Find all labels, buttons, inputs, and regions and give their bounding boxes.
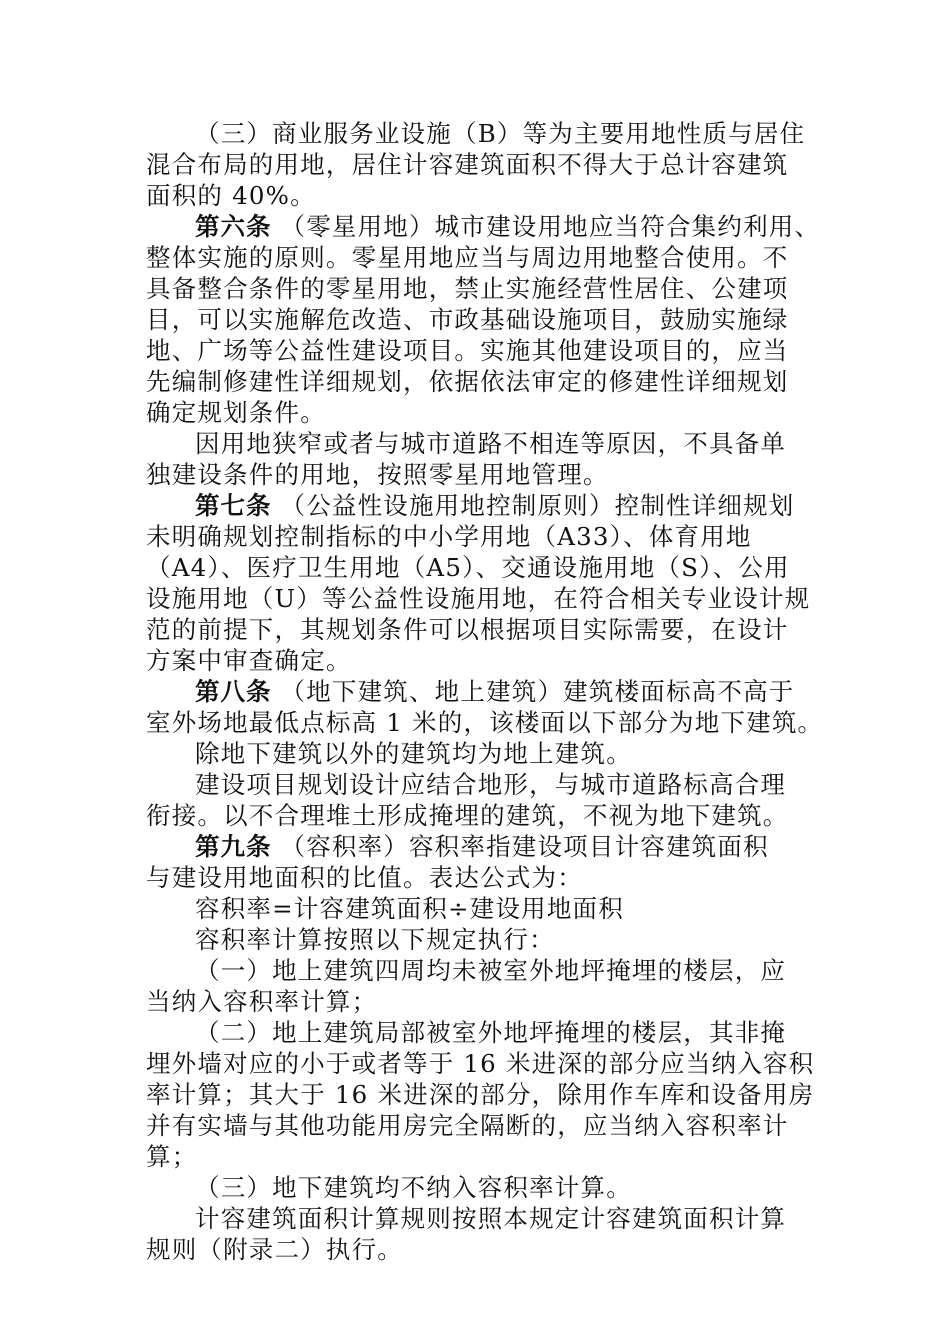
text-line xyxy=(146,273,816,304)
line-text: （一）地上建筑四周均未被室外地坪掩埋的楼层，应 xyxy=(195,956,787,985)
line-text: 地、广场等公益性建设项目。实施其他建设项目的，应当 xyxy=(146,336,789,365)
line-text: 与建设用地面积的比值。表达公式为： xyxy=(146,863,583,892)
line-text: 独建设条件的用地，按照零星用地管理。 xyxy=(146,460,609,489)
line-text: 容积率=计容建筑面积÷建设用地面积 xyxy=(195,894,624,923)
article-heading: 第九条 xyxy=(195,832,272,861)
line-text: 埋外墙对应的小于或者等于 16 米进深的部分应当纳入容积 xyxy=(146,1049,815,1078)
line-text: （A4）、医疗卫生用地（A5）、交通设施用地（S）、公用 xyxy=(146,553,790,582)
text-line xyxy=(146,459,816,490)
line-text: 并有实墙与其他功能用房完全隔断的，应当纳入容积率计 xyxy=(146,1111,789,1140)
text-line xyxy=(146,1141,816,1172)
line-text: 整体实施的原则。零星用地应当与周边用地整合使用。不 xyxy=(146,243,789,272)
line-text: 因用地狭窄或者与城市道路不相连等原因，不具备单 xyxy=(195,429,787,458)
line-text: （零星用地）城市建设用地应当符合集约利用、 xyxy=(271,212,821,241)
line-text: 先编制修建性详细规划，依据依法审定的修建性详细规划 xyxy=(146,367,789,396)
text-line xyxy=(146,645,816,676)
text-line xyxy=(146,1110,816,1141)
text-line xyxy=(146,738,816,769)
text-line xyxy=(146,521,816,552)
line-text: 衔接。以不合理堆土形成掩埋的建筑，不视为地下建筑。 xyxy=(146,801,789,830)
text-line xyxy=(146,676,816,707)
text-line xyxy=(146,1048,816,1079)
text-line xyxy=(146,924,816,955)
text-line xyxy=(146,490,816,521)
text-line xyxy=(146,707,824,738)
document-body xyxy=(146,118,824,1265)
line-text: 混合布局的用地，居住计容建筑面积不得大于总计容建筑 xyxy=(146,150,789,179)
text-line xyxy=(146,149,816,180)
line-text: 设施用地（U）等公益性设施用地，在符合相关专业设计规 xyxy=(146,584,811,613)
text-line xyxy=(146,552,816,583)
line-text: 率计算；其大于 16 米进深的部分，除用作车库和设备用房 xyxy=(146,1080,815,1109)
text-line xyxy=(146,304,816,335)
text-line xyxy=(146,1172,816,1203)
text-line xyxy=(146,397,816,428)
text-line xyxy=(146,1079,816,1110)
text-line xyxy=(146,862,816,893)
line-text: 具备整合条件的零星用地，禁止实施经营性居住、公建项 xyxy=(146,274,789,303)
article-heading: 第七条 xyxy=(195,491,272,520)
text-line xyxy=(146,335,816,366)
line-text: 规则（附录二）执行。 xyxy=(146,1235,403,1264)
article-heading: 第六条 xyxy=(195,212,272,241)
line-text: 室外场地最低点标高 1 米的，该楼面以下部分为地下建筑。 xyxy=(146,708,824,737)
line-text: 当纳入容积率计算； xyxy=(146,987,378,1016)
line-text: （公益性设施用地控制原则）控制性详细规划 xyxy=(271,491,795,520)
text-line xyxy=(146,769,816,800)
text-line xyxy=(146,583,816,614)
line-text: 容积率计算按照以下规定执行： xyxy=(195,925,555,954)
text-line xyxy=(146,955,816,986)
line-text: （地下建筑、地上建筑）建筑楼面标高不高于 xyxy=(271,677,795,706)
line-text: （三）地下建筑均不纳入容积率计算。 xyxy=(195,1173,632,1202)
text-line xyxy=(146,1203,816,1234)
text-line xyxy=(146,614,816,645)
text-line xyxy=(146,800,816,831)
line-text: 目，可以实施解危改造、市政基础设施项目，鼓励实施绿 xyxy=(146,305,789,334)
line-text: 除地下建筑以外的建筑均为地上建筑。 xyxy=(195,739,632,768)
text-line xyxy=(146,366,816,397)
line-text: （三）商业服务业设施（B）等为主要用地性质与居住 xyxy=(195,119,806,148)
line-text: 确定规划条件。 xyxy=(146,398,326,427)
line-text: 计容建筑面积计算规则按照本规定计容建筑面积计算 xyxy=(195,1204,787,1233)
line-text: （容积率）容积率指建设项目计容建筑面积 xyxy=(271,832,769,861)
text-line xyxy=(146,428,816,459)
article-heading: 第八条 xyxy=(195,677,272,706)
line-text: （二）地上建筑局部被室外地坪掩埋的楼层，其非掩 xyxy=(195,1018,787,1047)
line-text: 面积的 40%。 xyxy=(146,181,316,210)
text-line xyxy=(146,986,816,1017)
line-text: 算； xyxy=(146,1142,198,1171)
line-text: 建设项目规划设计应结合地形，与城市道路标高合理 xyxy=(195,770,787,799)
text-line xyxy=(146,893,816,924)
line-text: 未明确规划控制指标的中小学用地（A33）、体育用地 xyxy=(146,522,752,551)
text-line xyxy=(146,1017,816,1048)
text-line xyxy=(146,118,816,149)
text-line xyxy=(146,180,816,211)
text-line xyxy=(146,211,821,242)
text-line xyxy=(146,831,816,862)
line-text: 方案中审查确定。 xyxy=(146,646,352,675)
line-text: 范的前提下，其规划条件可以根据项目实际需要，在设计 xyxy=(146,615,789,644)
text-line xyxy=(146,242,816,273)
text-line xyxy=(146,1234,816,1265)
